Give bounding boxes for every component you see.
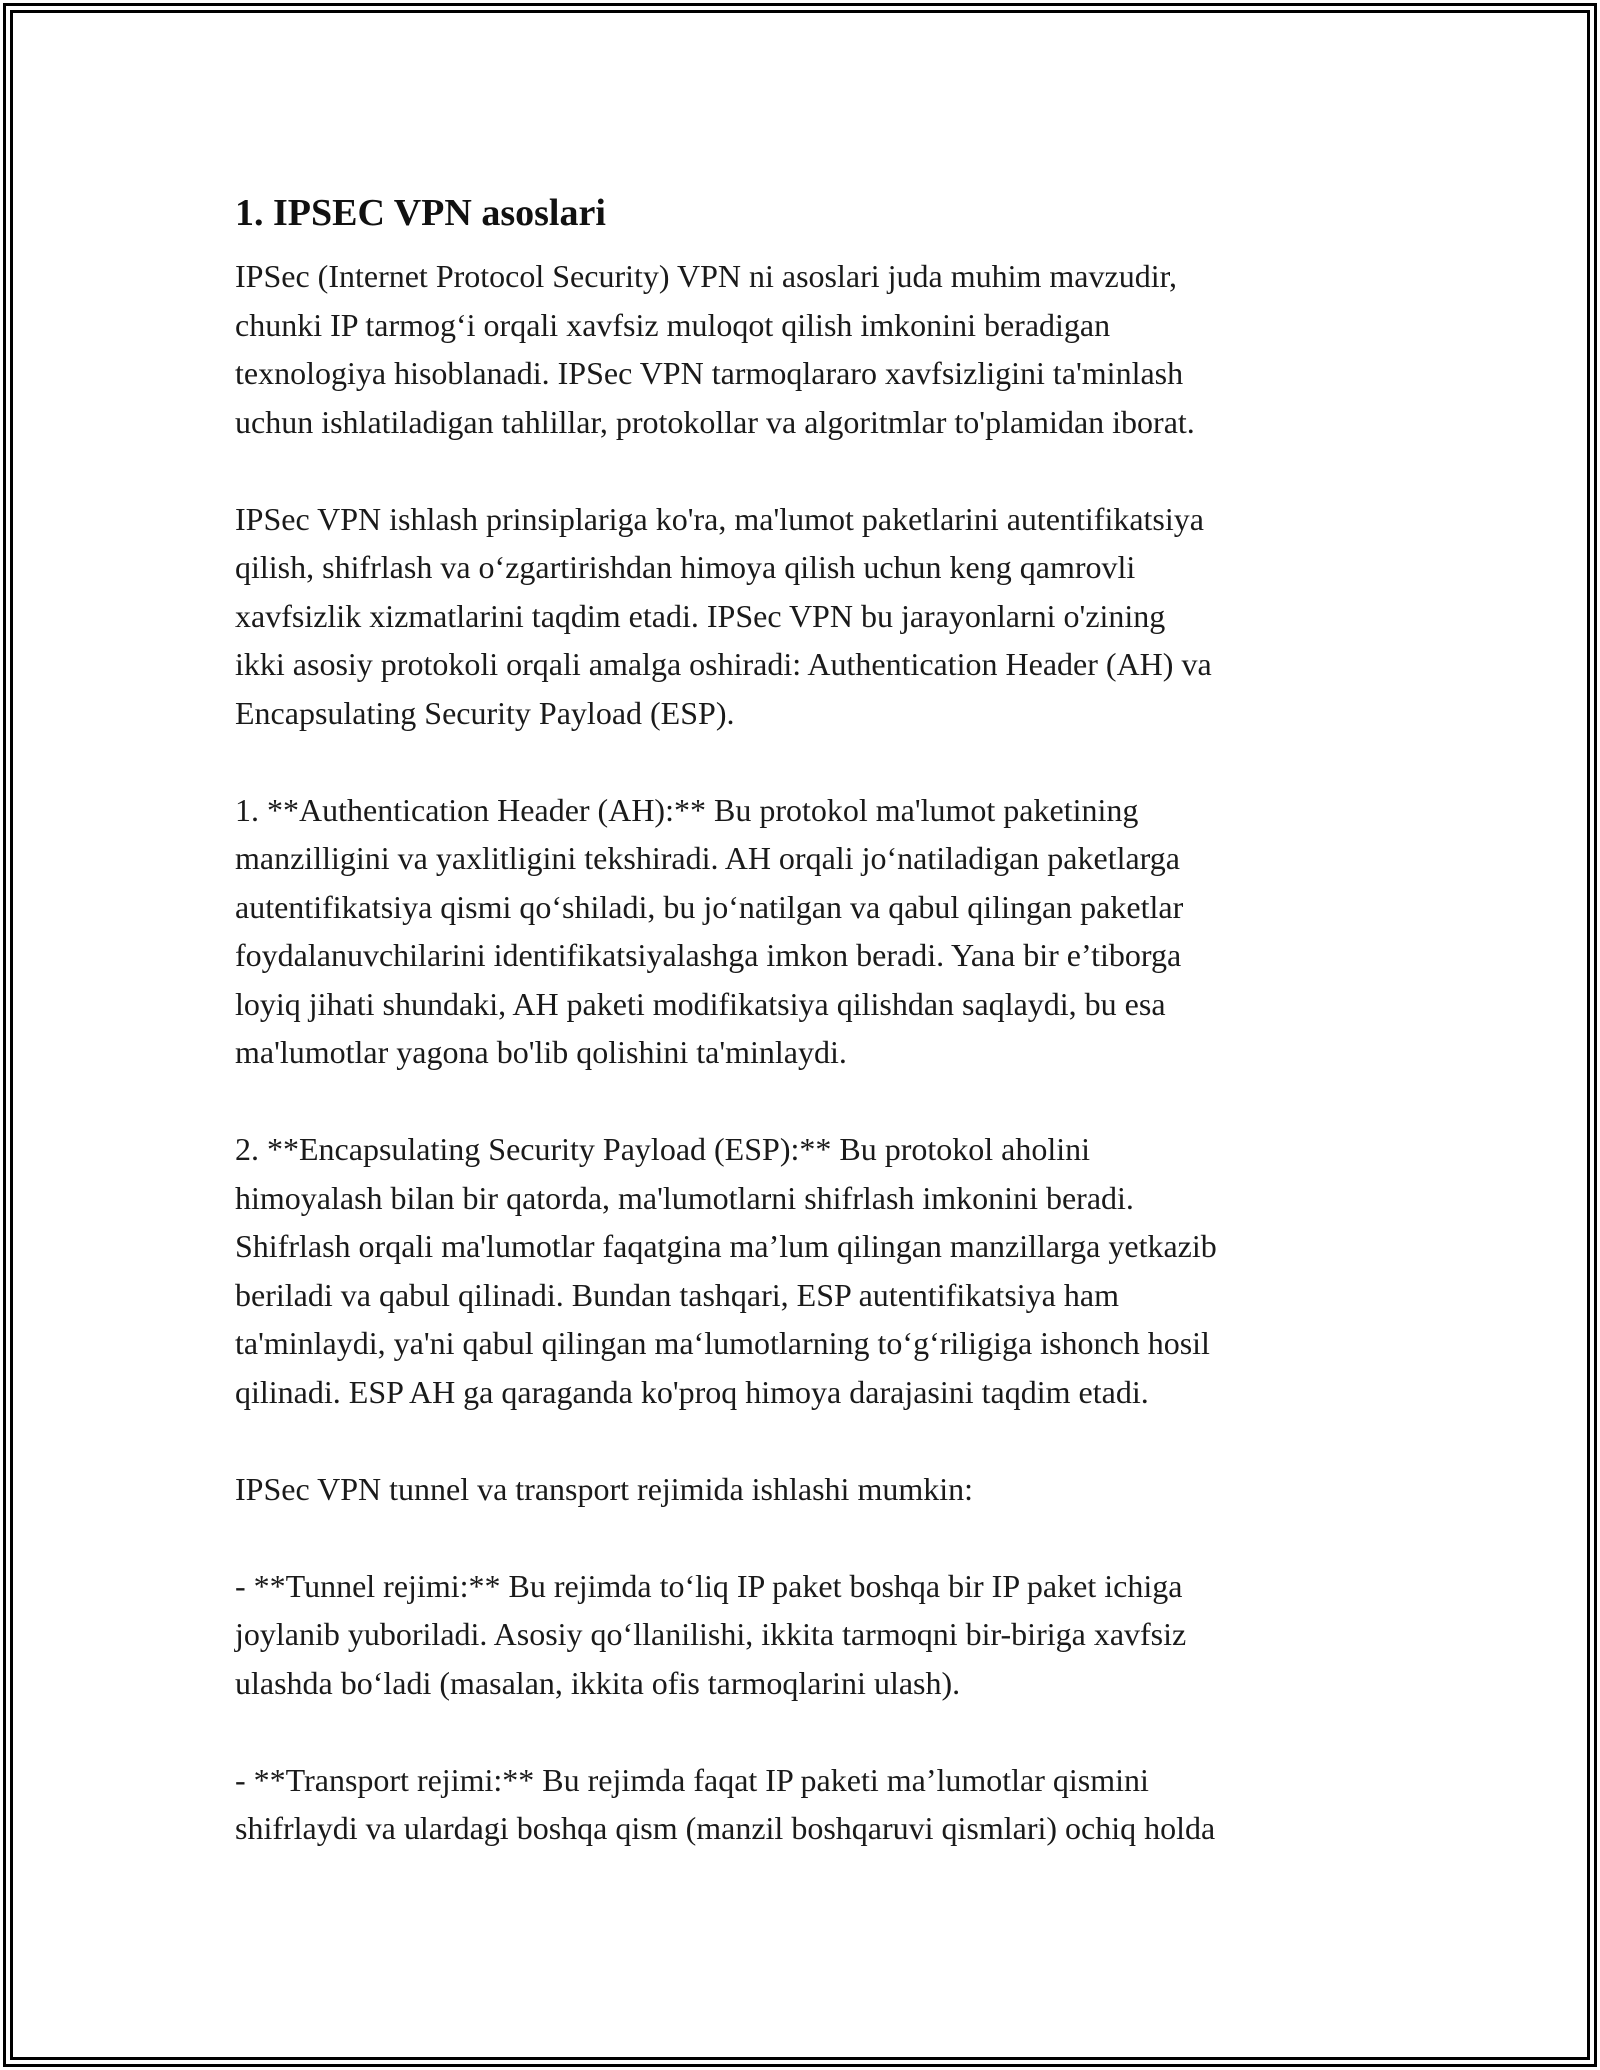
page-title: 1. IPSEC VPN asoslari: [235, 192, 606, 234]
text-line: 2. **Encapsulating Security Payload (ESP):** Bu protokol aholini: [235, 1131, 1091, 1167]
text-line: - **Tunnel rejimi:** Bu rejimda to‘liq IP paket boshqa bir IP paket ichiga: [235, 1567, 1183, 1604]
text-line: foydalanuvchilarini identifikatsiyalashga imkon beradi. Yana bir e’tiborga: [235, 937, 1182, 973]
paragraph-intro: [235, 252, 1370, 446]
text-line: autentifikatsiya qismi qo‘shiladi, bu jo‘natilgan va qabul qilingan paketlar: [235, 888, 1184, 925]
text-line: chunki IP tarmog‘i orqali xavfsiz muloqot qilish imkonini beradigan: [235, 306, 1111, 343]
text-line: manzilligini va yaxlitligini tekshiradi. AH orqali jo‘natiladigan paketlarga: [235, 840, 1180, 876]
text-line: shifrlaydi va ulardagi boshqa qism (manzil boshqaruvi qismlari) ochiq holda: [235, 1810, 1216, 1846]
paragraph-transport-mode: [235, 1756, 1370, 1853]
document-body: [235, 186, 1370, 1901]
text-line: IPSec VPN tunnel va transport rejimida ishlashi mumkin:: [235, 1470, 973, 1507]
text-line: ma'lumotlar yagona bo'lib qolishini ta'minlaydi.: [235, 1034, 847, 1070]
paragraph-principles: [235, 495, 1370, 738]
paragraph-esp: [235, 1125, 1370, 1416]
paragraph-ah: [235, 786, 1370, 1077]
text-line: xavfsizlik xizmatlarini taqdim etadi. IPSec VPN bu jarayonlarni o'zining: [235, 597, 1166, 634]
text-line: Encapsulating Security Payload (ESP).: [235, 694, 735, 731]
text-line: Shifrlash orqali ma'lumotlar faqatgina ma’lum qilingan manzillarga yetkazib: [235, 1228, 1217, 1264]
text-line: texnologiya hisoblanadi. IPSec VPN tarmoqlararo xavfsizligini ta'minlash: [235, 355, 1184, 391]
text-line: IPSec VPN ishlash prinsiplariga ko'ra, ma'lumot paketlarini autentifikatsiya: [235, 500, 1204, 537]
text-line: - **Transport rejimi:** Bu rejimda faqat IP paketi ma’lumotlar qismini: [235, 1761, 1149, 1798]
paragraph-tunnel-mode: [235, 1562, 1370, 1708]
text-line: IPSec (Internet Protocol Security) VPN ni asoslari juda muhim mavzudir,: [235, 258, 1177, 294]
text-line: himoyalash bilan bir qatorda, ma'lumotlarni shifrlash imkonini beradi.: [235, 1179, 1134, 1216]
text-line: loyiq jihati shundaki, AH paketi modifikatsiya qilishdan saqlaydi, bu esa: [235, 985, 1166, 1022]
text-line: ulashda bo‘ladi (masalan, ikkita ofis tarmoqlarini ulash).: [235, 1664, 961, 1701]
text-line: qilinadi. ESP AH ga qaraganda ko'proq himoya darajasini taqdim etadi.: [235, 1373, 1149, 1410]
paragraph-modes-intro: [235, 1465, 1370, 1514]
text-line: joylanib yuboriladi. Asosiy qo‘llanilishi, ikkita tarmoqni bir-biriga xavfsiz: [235, 1616, 1187, 1652]
text-line: ikki asosiy protokoli orqali amalga oshiradi: Authentication Header (AH) va: [235, 646, 1212, 682]
text-line: qilish, shifrlash va o‘zgartirishdan himoya qilish uchun keng qamrovli: [235, 549, 1136, 585]
text-line: 1. **Authentication Header (AH):** Bu protokol ma'lumot paketining: [235, 791, 1139, 828]
text-line: beriladi va qabul qilinadi. Bundan tashqari, ESP autentifikatsiya ham: [235, 1276, 1119, 1313]
text-line: uchun ishlatiladigan tahlillar, protokollar va algoritmlar to'plamidan iborat.: [235, 403, 1195, 440]
text-line: ta'minlaydi, ya'ni qabul qilingan ma‘lumotlarning to‘g‘riligiga ishonch hosil: [235, 1325, 1210, 1361]
